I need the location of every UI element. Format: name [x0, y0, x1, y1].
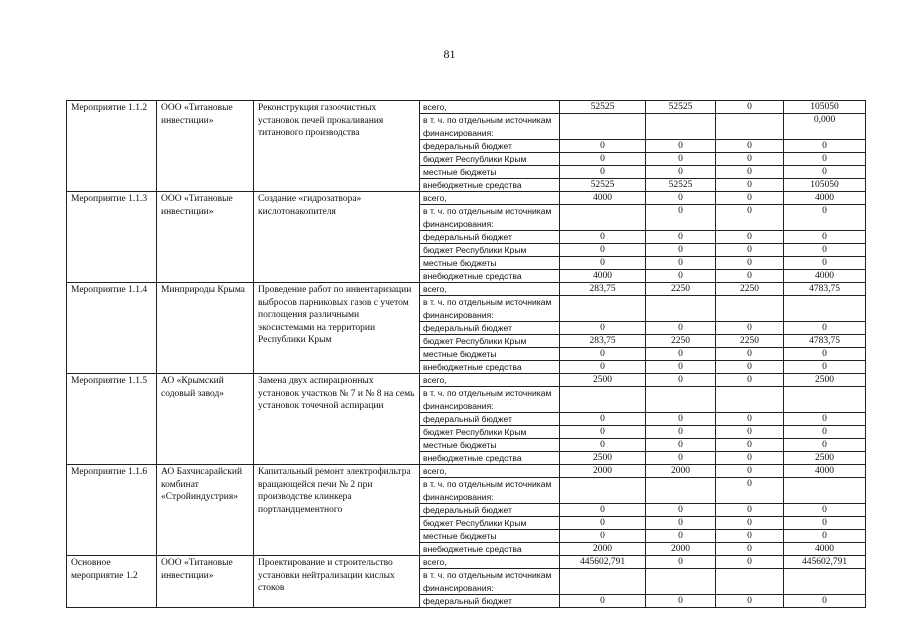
amount-cell [560, 296, 646, 322]
amount-cell: 0 [784, 361, 866, 374]
amount-cell: 0 [646, 504, 716, 517]
amount-cell [560, 569, 646, 595]
amount-cell: 0 [560, 517, 646, 530]
amount-cell: 0 [716, 140, 784, 153]
amount-cell [560, 205, 646, 231]
funding-source-label: в т. ч. по отдельным источникам финансирования: [420, 387, 560, 413]
amount-cell [716, 114, 784, 140]
amount-cell: 0 [646, 374, 716, 387]
amount-cell: 0 [716, 530, 784, 543]
amount-cell: 0 [560, 348, 646, 361]
funding-source-label: местные бюджеты [420, 530, 560, 543]
amount-cell: 2500 [560, 452, 646, 465]
amount-cell: 0 [784, 413, 866, 426]
amount-cell: 0 [560, 595, 646, 608]
amount-cell: 0 [646, 140, 716, 153]
amount-cell: 105050 [784, 179, 866, 192]
amount-cell: 0 [716, 478, 784, 504]
amount-cell: 2000 [646, 543, 716, 556]
financing-table-body [67, 101, 866, 608]
executor-cell: ООО «Титановые инвестиции» [157, 192, 254, 283]
funding-source-label: местные бюджеты [420, 166, 560, 179]
amount-cell: 0 [716, 322, 784, 335]
amount-cell: 0 [784, 322, 866, 335]
amount-cell: 0 [784, 530, 866, 543]
amount-cell: 4000 [784, 543, 866, 556]
amount-cell: 0 [560, 439, 646, 452]
amount-cell [560, 387, 646, 413]
executor-cell: АО Бахчисарайский комбинат «Стройиндустрия» [157, 465, 254, 556]
funding-source-label: в т. ч. по отдельным источникам финансирования: [420, 205, 560, 231]
funding-source-label: внебюджетные средства [420, 543, 560, 556]
amount-cell: 52525 [646, 179, 716, 192]
funding-source-label: в т. ч. по отдельным источникам финансирования: [420, 296, 560, 322]
table-row [67, 283, 866, 296]
activity-id-cell: Основное мероприятие 1.2 [67, 556, 157, 608]
amount-cell: 52525 [560, 101, 646, 114]
amount-cell [716, 569, 784, 595]
amount-cell: 0 [646, 595, 716, 608]
amount-cell: 0 [560, 426, 646, 439]
amount-cell: 0 [646, 205, 716, 231]
page-number: 81 [443, 47, 456, 61]
amount-cell: 0 [560, 530, 646, 543]
funding-source-label: всего, [420, 465, 560, 478]
amount-cell: 2500 [560, 374, 646, 387]
amount-cell [560, 478, 646, 504]
amount-cell: 105050 [784, 101, 866, 114]
amount-cell: 0 [560, 166, 646, 179]
amount-cell: 445602,791 [560, 556, 646, 569]
table-row [67, 465, 866, 478]
amount-cell: 0 [784, 244, 866, 257]
amount-cell: 0 [784, 439, 866, 452]
amount-cell: 0 [560, 257, 646, 270]
amount-cell [784, 296, 866, 322]
amount-cell: 0 [716, 465, 784, 478]
funding-source-label: федеральный бюджет [420, 140, 560, 153]
amount-cell: 0 [716, 244, 784, 257]
amount-cell: 283,75 [560, 335, 646, 348]
activity-id-cell: Мероприятие 1.1.2 [67, 101, 157, 192]
table-row [67, 374, 866, 387]
funding-source-label: всего, [420, 101, 560, 114]
amount-cell: 0 [784, 205, 866, 231]
amount-cell: 0 [784, 257, 866, 270]
amount-cell: 0 [716, 426, 784, 439]
executor-cell: ООО «Титановые инвестиции» [157, 556, 254, 608]
amount-cell: 0 [646, 439, 716, 452]
amount-cell: 0 [646, 517, 716, 530]
amount-cell: 0 [716, 374, 784, 387]
amount-cell: 0,000 [784, 114, 866, 140]
amount-cell: 0 [560, 140, 646, 153]
executor-cell: Минприроды Крыма [157, 283, 254, 374]
funding-source-label: федеральный бюджет [420, 413, 560, 426]
amount-cell: 2000 [560, 465, 646, 478]
amount-cell: 52525 [646, 101, 716, 114]
executor-cell: ООО «Титановые инвестиции» [157, 101, 254, 192]
amount-cell: 0 [716, 270, 784, 283]
amount-cell: 2250 [716, 283, 784, 296]
funding-source-label: федеральный бюджет [420, 504, 560, 517]
amount-cell: 0 [716, 231, 784, 244]
executor-cell: АО «Крымский содовый завод» [157, 374, 254, 465]
amount-cell: 0 [716, 179, 784, 192]
amount-cell: 4000 [560, 192, 646, 205]
amount-cell: 0 [646, 257, 716, 270]
amount-cell: 0 [784, 231, 866, 244]
table-row [67, 101, 866, 114]
amount-cell: 0 [716, 556, 784, 569]
amount-cell: 0 [560, 244, 646, 257]
amount-cell: 0 [646, 452, 716, 465]
activity-id-cell: Мероприятие 1.1.4 [67, 283, 157, 374]
amount-cell [784, 569, 866, 595]
funding-source-label: внебюджетные средства [420, 179, 560, 192]
amount-cell: 0 [784, 517, 866, 530]
funding-source-label: в т. ч. по отдельным источникам финансирования: [420, 478, 560, 504]
amount-cell: 4000 [784, 465, 866, 478]
amount-cell [560, 114, 646, 140]
amount-cell [646, 387, 716, 413]
funding-source-label: внебюджетные средства [420, 270, 560, 283]
amount-cell: 283,75 [560, 283, 646, 296]
amount-cell: 0 [716, 101, 784, 114]
amount-cell: 4783,75 [784, 283, 866, 296]
funding-source-label: бюджет Республики Крым [420, 426, 560, 439]
amount-cell: 4000 [560, 270, 646, 283]
funding-source-label: в т. ч. по отдельным источникам финансирования: [420, 569, 560, 595]
amount-cell: 0 [716, 153, 784, 166]
amount-cell [646, 296, 716, 322]
funding-source-label: бюджет Республики Крым [420, 517, 560, 530]
amount-cell: 0 [716, 595, 784, 608]
amount-cell: 0 [646, 348, 716, 361]
amount-cell [646, 114, 716, 140]
funding-source-label: федеральный бюджет [420, 322, 560, 335]
amount-cell: 0 [716, 452, 784, 465]
funding-source-label: местные бюджеты [420, 439, 560, 452]
amount-cell: 0 [784, 348, 866, 361]
amount-cell: 0 [784, 166, 866, 179]
amount-cell: 0 [716, 205, 784, 231]
amount-cell: 0 [560, 413, 646, 426]
amount-cell: 0 [716, 517, 784, 530]
description-cell: Реконструкция газоочистных установок печей прокаливания титанового производства [254, 101, 420, 192]
funding-source-label: федеральный бюджет [420, 595, 560, 608]
amount-cell: 0 [560, 153, 646, 166]
description-cell: Создание «гидрозатвора» кислотонакопителя [254, 192, 420, 283]
funding-source-label: в т. ч. по отдельным источникам финансирования: [420, 114, 560, 140]
amount-cell: 0 [716, 504, 784, 517]
amount-cell: 0 [646, 166, 716, 179]
table-row [67, 556, 866, 569]
amount-cell: 0 [784, 595, 866, 608]
funding-source-label: бюджет Республики Крым [420, 244, 560, 257]
funding-source-label: бюджет Республики Крым [420, 335, 560, 348]
amount-cell: 2000 [560, 543, 646, 556]
funding-source-label: местные бюджеты [420, 257, 560, 270]
amount-cell: 445602,791 [784, 556, 866, 569]
amount-cell [716, 387, 784, 413]
amount-cell [784, 478, 866, 504]
amount-cell: 2000 [646, 465, 716, 478]
amount-cell: 0 [716, 192, 784, 205]
funding-source-label: федеральный бюджет [420, 231, 560, 244]
amount-cell: 4000 [784, 270, 866, 283]
amount-cell: 0 [646, 530, 716, 543]
amount-cell: 2250 [646, 335, 716, 348]
activity-id-cell: Мероприятие 1.1.5 [67, 374, 157, 465]
amount-cell: 0 [646, 153, 716, 166]
funding-source-label: бюджет Республики Крым [420, 153, 560, 166]
funding-source-label: местные бюджеты [420, 348, 560, 361]
funding-source-label: всего, [420, 192, 560, 205]
amount-cell: 0 [646, 231, 716, 244]
amount-cell: 2250 [716, 335, 784, 348]
amount-cell: 0 [560, 361, 646, 374]
amount-cell: 4000 [784, 192, 866, 205]
amount-cell: 0 [646, 361, 716, 374]
amount-cell [646, 478, 716, 504]
amount-cell: 4783,75 [784, 335, 866, 348]
amount-cell: 0 [560, 322, 646, 335]
amount-cell: 0 [560, 231, 646, 244]
activity-id-cell: Мероприятие 1.1.3 [67, 192, 157, 283]
amount-cell: 0 [646, 322, 716, 335]
funding-source-label: всего, [420, 283, 560, 296]
financing-table [66, 100, 866, 608]
description-cell: Проведение работ по инвентаризации выбросов парниковых газов с учетом поглощения различными экосистемами на территории Республики Крым [254, 283, 420, 374]
amount-cell: 2250 [646, 283, 716, 296]
amount-cell: 0 [716, 348, 784, 361]
funding-source-label: внебюджетные средства [420, 452, 560, 465]
amount-cell: 0 [784, 504, 866, 517]
amount-cell: 0 [784, 140, 866, 153]
amount-cell [784, 387, 866, 413]
amount-cell: 52525 [560, 179, 646, 192]
description-cell: Капитальный ремонт электрофильтра вращающейся печи № 2 при производстве клинкера портландцементного [254, 465, 420, 556]
table-row [67, 192, 866, 205]
funding-source-label: внебюджетные средства [420, 361, 560, 374]
amount-cell: 0 [716, 413, 784, 426]
amount-cell: 0 [646, 192, 716, 205]
funding-source-label: всего, [420, 556, 560, 569]
amount-cell: 0 [716, 166, 784, 179]
amount-cell: 0 [560, 504, 646, 517]
amount-cell: 0 [646, 556, 716, 569]
amount-cell: 2500 [784, 452, 866, 465]
amount-cell: 0 [784, 153, 866, 166]
funding-source-label: всего, [420, 374, 560, 387]
amount-cell: 0 [646, 413, 716, 426]
amount-cell [646, 569, 716, 595]
amount-cell: 0 [716, 439, 784, 452]
activity-id-cell: Мероприятие 1.1.6 [67, 465, 157, 556]
amount-cell: 0 [716, 543, 784, 556]
amount-cell: 0 [716, 257, 784, 270]
amount-cell: 0 [646, 244, 716, 257]
description-cell: Проектирование и строительство установки нейтрализации кислых стоков [254, 556, 420, 608]
amount-cell: 0 [716, 361, 784, 374]
amount-cell: 0 [784, 426, 866, 439]
description-cell: Замена двух аспирационных установок участков № 7 и № 8 на семь установок точечной аспирации [254, 374, 420, 465]
amount-cell [716, 296, 784, 322]
amount-cell: 2500 [784, 374, 866, 387]
amount-cell: 0 [646, 270, 716, 283]
amount-cell: 0 [646, 426, 716, 439]
